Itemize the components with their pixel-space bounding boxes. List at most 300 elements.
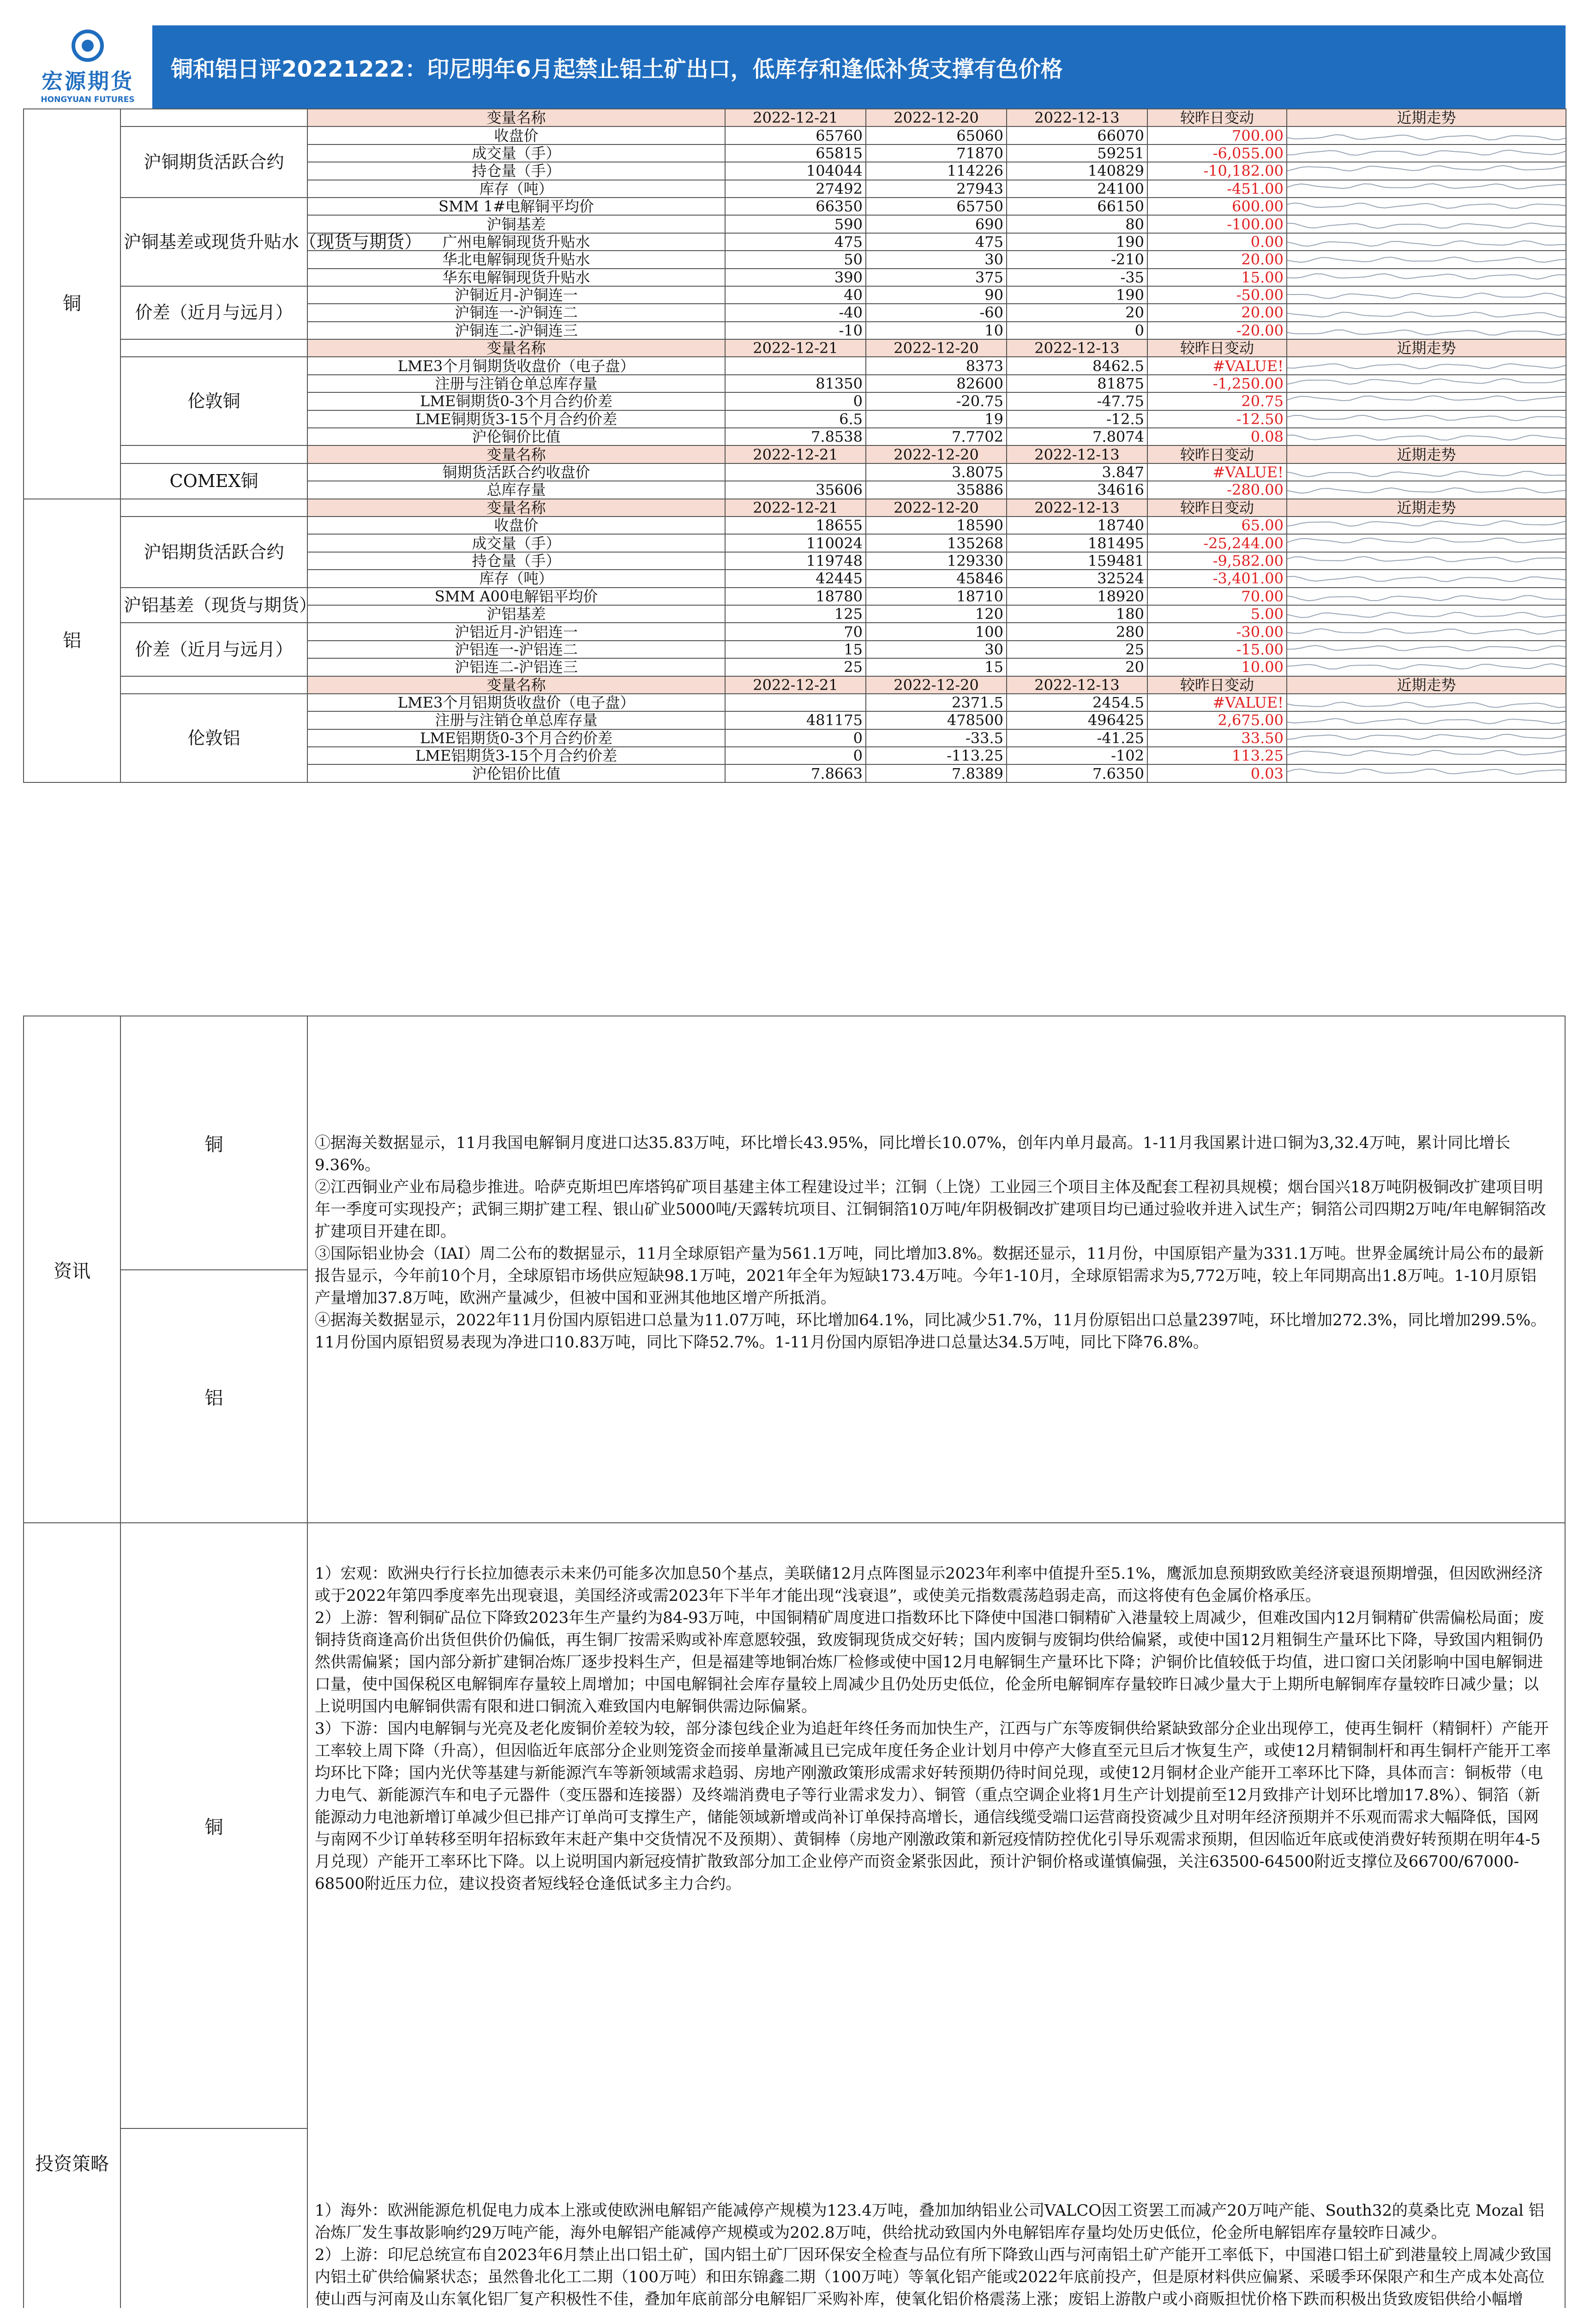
trend-cell [1287, 198, 1566, 215]
trend-cell [1287, 180, 1566, 198]
value-cell: 181495 [1007, 534, 1147, 552]
trend-sparkline [1287, 358, 1566, 374]
daily-change: -100.00 [1147, 215, 1287, 233]
table-row [24, 198, 1566, 215]
value-cell: 65760 [725, 126, 866, 144]
daily-change: 15.00 [1147, 269, 1287, 286]
column-header-d1: 2022-12-21 [725, 676, 866, 694]
daily-change: 10.00 [1147, 658, 1287, 676]
value-cell: 19 [866, 410, 1007, 428]
variable-name: LME3个月铝期货收盘价（电子盘） [307, 694, 725, 711]
trend-cell [1287, 215, 1566, 233]
daily-change: 5.00 [1147, 605, 1287, 623]
variable-name: 库存（吨） [307, 570, 725, 587]
variable-name: 沪伦铜价比值 [307, 428, 725, 445]
value-cell: 18740 [1007, 517, 1147, 534]
table-row [24, 286, 1566, 304]
trend-cell [1287, 764, 1566, 782]
value-cell: 114226 [866, 162, 1007, 180]
group-cu-spread: 价差（近月与远月） [120, 286, 307, 339]
logo-mark-icon [72, 30, 104, 62]
value-cell: 280 [1007, 623, 1147, 640]
variable-name: 成交量（手） [307, 144, 725, 162]
daily-change: #VALUE! [1147, 694, 1287, 711]
daily-change: 600.00 [1147, 198, 1287, 215]
column-header-row [24, 109, 1566, 126]
value-cell: 90 [866, 286, 1007, 304]
value-cell: 7.8538 [725, 428, 866, 445]
value-cell: 3.8075 [866, 463, 1007, 481]
trend-sparkline [1287, 251, 1566, 268]
group-cu-basis: 沪铜基差或现货升贴水（现货与期货） [120, 198, 307, 286]
trend-sparkline [1287, 641, 1566, 658]
variable-name: 广州电解铜现货升贴水 [307, 233, 725, 251]
value-cell: 590 [725, 215, 866, 233]
group-al-basis: 沪铝基差（现货与期货） [120, 588, 307, 623]
trend-sparkline [1287, 411, 1566, 427]
table-row [24, 694, 1566, 711]
variable-name: LME铝期货3-15个月合约价差 [307, 747, 725, 764]
variable-name: 持仓量（手） [307, 162, 725, 180]
variable-name: 沪铝基差 [307, 605, 725, 623]
value-cell: 135268 [866, 534, 1007, 552]
logo-text-en: HONGYUAN FUTURES [41, 95, 135, 104]
variable-name: 沪铜连二-沪铜连三 [307, 322, 725, 339]
value-cell: 3.847 [1007, 463, 1147, 481]
news-copper-label: 铜 [121, 1016, 308, 1269]
trend-cell [1287, 144, 1566, 162]
table-row [24, 463, 1566, 481]
trend-cell [1287, 623, 1566, 640]
daily-change: -50.00 [1147, 286, 1287, 304]
news-aluminum-label: 铝 [121, 1270, 308, 1522]
trend-sparkline [1287, 588, 1566, 605]
daily-change: -451.00 [1147, 180, 1287, 198]
variable-name: LME铜期货3-15个月合约价差 [307, 410, 725, 428]
daily-change: #VALUE! [1147, 463, 1287, 481]
value-cell: 20 [1007, 658, 1147, 676]
value-cell: 0 [725, 729, 866, 747]
value-cell: 50 [725, 251, 866, 268]
value-cell: 42445 [725, 570, 866, 587]
column-header-row [24, 445, 1566, 463]
column-header-trend: 近期走势 [1287, 339, 1566, 357]
daily-change: -20.00 [1147, 322, 1287, 339]
trend-cell [1287, 694, 1566, 711]
group-spacer [120, 499, 307, 517]
trend-cell [1287, 304, 1566, 321]
trend-sparkline [1287, 765, 1566, 782]
value-cell: -40 [725, 304, 866, 321]
trend-sparkline [1287, 304, 1566, 321]
trend-cell [1287, 357, 1566, 374]
daily-change: -10,182.00 [1147, 162, 1287, 180]
daily-change: -1,250.00 [1147, 375, 1287, 392]
daily-change: -25,244.00 [1147, 534, 1287, 552]
strategy-section [23, 1523, 1566, 2308]
value-cell: 65750 [866, 198, 1007, 215]
column-header-d2: 2022-12-20 [866, 499, 1007, 517]
trend-cell [1287, 658, 1566, 676]
column-header-d3: 2022-12-13 [1007, 676, 1147, 694]
trend-sparkline [1287, 198, 1566, 215]
value-cell: -10 [725, 322, 866, 339]
group-spacer [120, 676, 307, 694]
value-cell: 20 [1007, 304, 1147, 321]
daily-change: -6,055.00 [1147, 144, 1287, 162]
column-header-var: 变量名称 [307, 676, 725, 694]
variable-name: LME铝期货0-3个月合约价差 [307, 729, 725, 747]
value-cell: 66350 [725, 198, 866, 215]
value-cell: 7.8074 [1007, 428, 1147, 445]
trend-cell [1287, 375, 1566, 392]
value-cell: -33.5 [866, 729, 1007, 747]
value-cell: 45846 [866, 570, 1007, 587]
value-cell: 375 [866, 269, 1007, 286]
daily-change: 20.00 [1147, 251, 1287, 268]
trend-sparkline [1287, 730, 1566, 746]
daily-change: 0.03 [1147, 764, 1287, 782]
value-cell: 475 [725, 233, 866, 251]
trend-cell [1287, 588, 1566, 605]
value-cell: 10 [866, 322, 1007, 339]
variable-name: SMM 1#电解铜平均价 [307, 198, 725, 215]
column-header-d1: 2022-12-21 [725, 445, 866, 463]
value-cell: 32524 [1007, 570, 1147, 587]
strategy-aluminum-label [121, 2129, 308, 2308]
value-cell: 140829 [1007, 162, 1147, 180]
value-cell: 27492 [725, 180, 866, 198]
variable-name: 成交量（手） [307, 534, 725, 552]
value-cell [725, 463, 866, 481]
value-cell: 35606 [725, 481, 866, 499]
group-al-active: 沪铝期货活跃合约 [120, 517, 307, 588]
value-cell: 18920 [1007, 588, 1147, 605]
daily-change: #VALUE! [1147, 357, 1287, 374]
trend-sparkline [1287, 375, 1566, 392]
value-cell: 66150 [1007, 198, 1147, 215]
value-cell: 15 [866, 658, 1007, 676]
value-cell: 0 [1007, 322, 1147, 339]
value-cell: 30 [866, 251, 1007, 268]
table-row [24, 588, 1566, 605]
variable-name: 收盘价 [307, 126, 725, 144]
variable-name: 铜期货活跃合约收盘价 [307, 463, 725, 481]
trend-cell [1287, 162, 1566, 180]
variable-name: 沪铜近月-沪铜连一 [307, 286, 725, 304]
column-header-chg: 较昨日变动 [1147, 339, 1287, 357]
value-cell: 496425 [1007, 711, 1147, 729]
trend-sparkline [1287, 180, 1566, 197]
daily-change: 2,675.00 [1147, 711, 1287, 729]
value-cell: 7.7702 [866, 428, 1007, 445]
daily-change: 65.00 [1147, 517, 1287, 534]
trend-sparkline [1287, 162, 1566, 179]
trend-sparkline [1287, 216, 1566, 233]
column-header-d2: 2022-12-20 [866, 445, 1007, 463]
logo-text-cn: 宏源期货 [42, 69, 134, 94]
value-cell: -210 [1007, 251, 1147, 268]
trend-cell [1287, 392, 1566, 410]
value-cell: 7.6350 [1007, 764, 1147, 782]
column-header-d1: 2022-12-21 [725, 109, 866, 126]
value-cell: 81875 [1007, 375, 1147, 392]
value-cell: 65060 [866, 126, 1007, 144]
value-cell [725, 694, 866, 711]
strategy-copper-text: 1）宏观：欧洲央行行长拉加德表示未来仍可能多次加息50个基点，美联储12月点阵图显示2023年利率中值提升至5.1%，鹰派加息预期致欧美经济衰退预期增强，但因欧洲经济或于2022年第四季度率先出现衰退，美国经济或需2023年下半年才能出现“浅衰退”，或使美元指数震荡趋弱走高，而这将使有色金属价格承压。 2）上游：智利铜矿品位下降致2023年生产量约为84-93万吨，中国铜精矿周度进口指数环比下降使中国港口铜精矿入港量较上周减少，但难改国内12月铜精矿供需偏松局面；废铜持货商逢高价出货但供价仍偏低，再生铜厂按需采购或补库意愿较强，致废铜现货成交好转；国内废铜与废铜均供给偏紧，或使中国12月粗铜生产量环比下降，导致国内粗铜仍然供需偏紧；国内部分新扩建铜冶炼厂逐步投料生产，但是福建等地铜冶炼厂检修或使中国12月电解铜生产量环比下降；沪铜价比值较低于均值，进口窗口关闭影响中国电解铜进口量，使中国保税区电解铜库存量较上周增加；中国电解铜社会库存量较上周减少且仍处历史低位，伦金所电解铜库存量较昨日减少量大于上期所电解铜库存量较昨日减少量；以上说明国内电解铜供需有限和进口铜流入难致国内电解铜供需边际偏紧。 3）下游：国内电解铜与光亮及老化废铜价差较为较，部分漆包线企业为追赶年终任务而加快生产，江西与广东等废铜供给紧缺致部分企业出现停工，使再生铜杆（精铜杆）产能开工率较上周下降（升高），但因临近年底部分企业则笼资金而接单量渐减且已完成年度任务企业计划月中停产大修直至元旦后才恢复生产，或使12月精铜制杆和再生铜杆产能开工率均环比下降；国内光伏等基建与新能源汽车等新领域需求趋弱、房地产刚激政策形成需求好转预期仍待时间兑现，或使12月铜材企业产能开工率环比下降，具体而言：铜板带（电力电气、新能源汽车和电子元器件（变压器和连接器）及终端消费电子等行业需求发力）、铜管（重点空调企业将1月生产计划提前至12月致排产计划环比增加17.8%）、铜箔（新能源动力电池新增订单减少但已排产订单尚可支撑生产，储能领域新增或尚补订单保持高增长，通信线缆受端口运营商投资减少且对明年经济预期并不乐观而需求大幅降低，国网与南网不少订单转移至明年招标致年末赶产集中交货情况不及预期）、黄铜棒（房地产刚激政策和新冠疫情防控优化引导乐观需求预期，但因临近年底或使消费好转预期在明年4-5月兑现）产能开工率环比下降。以上说明国内新冠疫情扩散致部分加工企业停产而资金紧张因此，预计沪铜价格或谨慎偏强，关注63500-64500附近支撑位及66700/67000-68500附近压力位，建议投资者短线轻仓逢低试多主力合约。 [315, 1564, 1551, 1893]
value-cell: 6.5 [725, 410, 866, 428]
trend-cell [1287, 322, 1566, 339]
trend-sparkline [1287, 481, 1566, 498]
group-cu-active: 沪铜期货活跃合约 [120, 126, 307, 198]
column-header-row [24, 499, 1566, 517]
trend-cell [1287, 410, 1566, 428]
value-cell: 71870 [866, 144, 1007, 162]
variable-name: LME铜期货0-3个月合约价差 [307, 392, 725, 410]
table-row [24, 517, 1566, 534]
daily-change: 0.00 [1147, 233, 1287, 251]
table-row [24, 126, 1566, 144]
value-cell: 2454.5 [1007, 694, 1147, 711]
group-spacer [120, 109, 307, 126]
trend-sparkline [1287, 428, 1566, 445]
value-cell: 120 [866, 605, 1007, 623]
value-cell: 80 [1007, 215, 1147, 233]
trend-cell [1287, 251, 1566, 268]
trend-cell [1287, 428, 1566, 445]
report-header [23, 25, 1566, 108]
column-header-trend: 近期走势 [1287, 499, 1566, 517]
variable-name: 沪铜连一-沪铜连二 [307, 304, 725, 321]
column-header-var: 变量名称 [307, 339, 725, 357]
company-logo [23, 25, 152, 108]
trend-cell [1287, 269, 1566, 286]
column-header-chg: 较昨日变动 [1147, 676, 1287, 694]
trend-sparkline [1287, 624, 1566, 640]
variable-name: 持仓量（手） [307, 552, 725, 570]
value-cell: 25 [1007, 641, 1147, 658]
value-cell: 7.8663 [725, 764, 866, 782]
value-cell: 8462.5 [1007, 357, 1147, 374]
trend-cell [1287, 552, 1566, 570]
group-al-spread: 价差（近月与远月） [120, 623, 307, 676]
value-cell: 18710 [866, 588, 1007, 605]
trend-sparkline [1287, 606, 1566, 622]
trend-sparkline [1287, 535, 1566, 552]
trend-sparkline [1287, 287, 1566, 303]
trend-cell [1287, 126, 1566, 144]
trend-cell [1287, 711, 1566, 729]
value-cell: -113.25 [866, 747, 1007, 764]
value-cell: 81350 [725, 375, 866, 392]
value-cell: 475 [866, 233, 1007, 251]
group-al-lme: 伦敦铝 [120, 694, 307, 782]
variable-name: 华北电解铜现货升贴水 [307, 251, 725, 268]
daily-change: 70.00 [1147, 588, 1287, 605]
trend-sparkline [1287, 464, 1566, 481]
value-cell: 104044 [725, 162, 866, 180]
column-header-row [24, 339, 1566, 357]
variable-name: 沪伦铝价比值 [307, 764, 725, 782]
value-cell: 65815 [725, 144, 866, 162]
column-header-trend: 近期走势 [1287, 109, 1566, 126]
report-title: 铜和铝日评20221222：印尼明年6月起禁止铝土矿出口，低库存和逢低补货支撑有色价格 [171, 56, 1063, 82]
group-spacer [120, 445, 307, 463]
daily-change: -12.50 [1147, 410, 1287, 428]
column-header-chg: 较昨日变动 [1147, 109, 1287, 126]
variable-name: LME3个月铜期货收盘价（电子盘） [307, 357, 725, 374]
trend-cell [1287, 729, 1566, 747]
value-cell: 8373 [866, 357, 1007, 374]
value-cell: 59251 [1007, 144, 1147, 162]
daily-change: 113.25 [1147, 747, 1287, 764]
value-cell: 190 [1007, 233, 1147, 251]
strategy-aluminum-text: 1）海外：欧洲能源危机促电力成本上涨或使欧洲电解铝产能减停产规模为123.4万吨，叠加加纳铝业公司VALCO因工资罢工而减产20万吨产能、South32的莫桑比克 Mozal 铝冶炼厂发生事故影响约29万吨产能，海外电解铝产能减停产规模或为202.8万吨，供给扰动致国内外电解铝库存量均处历史低位，伦金所电解铝库存量较昨日减少。 2）上游：印尼总统宣布自2023年6月禁止出口铝土矿，国内铝土矿厂因环保安全检查与品位有所下降致山西与河南铝土矿产能开工率低下，中国港口铝土矿到港量较上周减少致国内铝土矿供给偏紧状态；虽然鲁北化工二期（100万吨）和田东锦鑫二期（100万吨）等氧化铝产能或2022年底前投产，但是原材料供应偏紧、采暖季环保限产和生产成本处高位使山西与河南及山东氧化铝厂复产积极性不佳，叠加年底前部分电解铝厂采购补库，使氧化铝价格震荡上涨；废铝上游散户或小商贩担忧价格下跌而积极出货致废铝供给小幅增 [315, 2201, 1552, 2308]
column-header-d2: 2022-12-20 [866, 339, 1007, 357]
value-cell: 159481 [1007, 552, 1147, 570]
value-cell: 15 [725, 641, 866, 658]
trend-sparkline [1287, 694, 1566, 711]
value-cell: 7.8389 [866, 764, 1007, 782]
variable-name: SMM A00电解铝平均价 [307, 588, 725, 605]
variable-name: 注册与注销仓单总库存量 [307, 375, 725, 392]
daily-change: -30.00 [1147, 623, 1287, 640]
daily-change: -9,582.00 [1147, 552, 1287, 570]
section-aluminum: 铝 [24, 499, 120, 782]
value-cell: 100 [866, 623, 1007, 640]
column-header-var: 变量名称 [307, 109, 725, 126]
trend-sparkline [1287, 322, 1566, 339]
trend-sparkline [1287, 393, 1566, 409]
trend-sparkline [1287, 517, 1566, 534]
variable-name: 注册与注销仓单总库存量 [307, 711, 725, 729]
variable-name: 沪铝近月-沪铝连一 [307, 623, 725, 640]
trend-cell [1287, 233, 1566, 251]
group-cu-lme: 伦敦铜 [120, 357, 307, 445]
trend-cell [1287, 534, 1566, 552]
trend-cell [1287, 481, 1566, 499]
trend-sparkline [1287, 234, 1566, 250]
daily-change: 20.00 [1147, 304, 1287, 321]
strategy-section-label: 投资策略 [24, 1523, 121, 2308]
value-cell: 34616 [1007, 481, 1147, 499]
column-header-trend: 近期走势 [1287, 445, 1566, 463]
value-cell: 180 [1007, 605, 1147, 623]
trend-cell [1287, 463, 1566, 481]
value-cell [725, 357, 866, 374]
column-header-chg: 较昨日变动 [1147, 445, 1287, 463]
column-header-trend: 近期走势 [1287, 676, 1566, 694]
table-row [24, 357, 1566, 374]
column-header-var: 变量名称 [307, 445, 725, 463]
value-cell: 25 [725, 658, 866, 676]
column-header-chg: 较昨日变动 [1147, 499, 1287, 517]
group-cu-comex: COMEX铜 [120, 463, 307, 499]
column-header-d2: 2022-12-20 [866, 676, 1007, 694]
value-cell: 190 [1007, 286, 1147, 304]
column-header-d3: 2022-12-13 [1007, 339, 1147, 357]
value-cell: 478500 [866, 711, 1007, 729]
variable-name: 沪铝连一-沪铝连二 [307, 641, 725, 658]
value-cell: 30 [866, 641, 1007, 658]
trend-sparkline [1287, 747, 1566, 764]
value-cell: 18590 [866, 517, 1007, 534]
value-cell: 82600 [866, 375, 1007, 392]
trend-cell [1287, 286, 1566, 304]
trend-cell [1287, 641, 1566, 658]
value-cell: -102 [1007, 747, 1147, 764]
news-text: ①据海关数据显示，11月我国电解铜月度进口达35.83万吨，环比增长43.95%，同比增长10.07%，创年内单月最高。1-11月我国累计进口铜为3,32.4万吨，累计同比增长9.36%。 ②江西铜业产业布局稳步推进。哈萨克斯坦巴库塔钨矿项目基建主体工程建设过半；江铜（上饶）工业园三个项目主体及配套工程初具规模；烟台国兴18万吨阴极铜改扩建项目明年一季度可实现投产；武铜三期扩建工程、银山矿业5000吨/天露转坑项目、江铜铜箔10万吨/年阴极铜改扩建项目均已通过验收并进入试生产；铜箔公司四期2万吨/年电解铜箔改扩建项目开建在即。 ③国际铝业协会（IAI）周二公布的数据显示，11月全球原铝产量为561.1万吨，同比增加3.8%。数据还显示，11月份，中国原铝产量为331.1万吨。世界金属统计局公布的最新报告显示，今年前10个月，全球原铝市场供应短缺98.1万吨，2021年全年为短缺173.4万吨。今年1-10月，全球原铝需求为5,772万吨，较上年同期高出1.8万吨。1-10月原铝产量增加37.8万吨，欧洲产量减少，但被中国和亚洲其他地区增产所抵消。 ④据海关数据显示，2022年11月份国内原铝进口总量为11.07万吨，环比增加64.1%，同比减少51.7%，11月份原铝出口总量2397吨，环比增加272.3%，同比增加299.5%。11月份国内原铝贸易表现为净进口10.83万吨，同比下降52.7%。1-11月份国内原铝净进口总量达34.5万吨，同比下降76.8%。 [315, 1134, 1547, 1352]
daily-change: -15.00 [1147, 641, 1287, 658]
section-copper: 铜 [24, 109, 120, 499]
variable-name: 库存（吨） [307, 180, 725, 198]
value-cell: -47.75 [1007, 392, 1147, 410]
value-cell: 35886 [866, 481, 1007, 499]
value-cell: 119748 [725, 552, 866, 570]
column-header-d1: 2022-12-21 [725, 339, 866, 357]
value-cell: 129330 [866, 552, 1007, 570]
variable-name: 沪铜基差 [307, 215, 725, 233]
value-cell: -35 [1007, 269, 1147, 286]
trend-sparkline [1287, 145, 1566, 162]
value-cell: 27943 [866, 180, 1007, 198]
daily-change: 0.08 [1147, 428, 1287, 445]
value-cell: 125 [725, 605, 866, 623]
variable-name: 收盘价 [307, 517, 725, 534]
value-cell: 0 [725, 392, 866, 410]
daily-change: 20.75 [1147, 392, 1287, 410]
news-section-label: 资讯 [24, 1016, 121, 1522]
value-cell: 66070 [1007, 126, 1147, 144]
variable-name: 沪铝连二-沪铝连三 [307, 658, 725, 676]
trend-cell [1287, 605, 1566, 623]
value-cell: -41.25 [1007, 729, 1147, 747]
value-cell: 24100 [1007, 180, 1147, 198]
trend-sparkline [1287, 659, 1566, 675]
value-cell: -60 [866, 304, 1007, 321]
trend-sparkline [1287, 712, 1566, 728]
trend-cell [1287, 517, 1566, 534]
daily-change: -3,401.00 [1147, 570, 1287, 587]
variable-name: 总库存量 [307, 481, 725, 499]
column-header-d1: 2022-12-21 [725, 499, 866, 517]
value-cell: 18655 [725, 517, 866, 534]
group-spacer [120, 339, 307, 357]
trend-cell [1287, 747, 1566, 764]
data-table [23, 108, 1566, 783]
trend-sparkline [1287, 570, 1566, 587]
daily-change: 33.50 [1147, 729, 1287, 747]
column-header-d2: 2022-12-20 [866, 109, 1007, 126]
value-cell: 690 [866, 215, 1007, 233]
column-header-d3: 2022-12-13 [1007, 499, 1147, 517]
variable-name: 华东电解铜现货升贴水 [307, 269, 725, 286]
value-cell: 40 [725, 286, 866, 304]
value-cell: 2371.5 [866, 694, 1007, 711]
value-cell: 110024 [725, 534, 866, 552]
value-cell: 390 [725, 269, 866, 286]
value-cell: 70 [725, 623, 866, 640]
trend-sparkline [1287, 269, 1566, 286]
column-header-d3: 2022-12-13 [1007, 109, 1147, 126]
strategy-copper-label: 铜 [121, 1523, 308, 2128]
column-header-d3: 2022-12-13 [1007, 445, 1147, 463]
trend-sparkline [1287, 553, 1566, 569]
value-cell: 0 [725, 747, 866, 764]
value-cell: 481175 [725, 711, 866, 729]
value-cell: -12.5 [1007, 410, 1147, 428]
column-header-var: 变量名称 [307, 499, 725, 517]
